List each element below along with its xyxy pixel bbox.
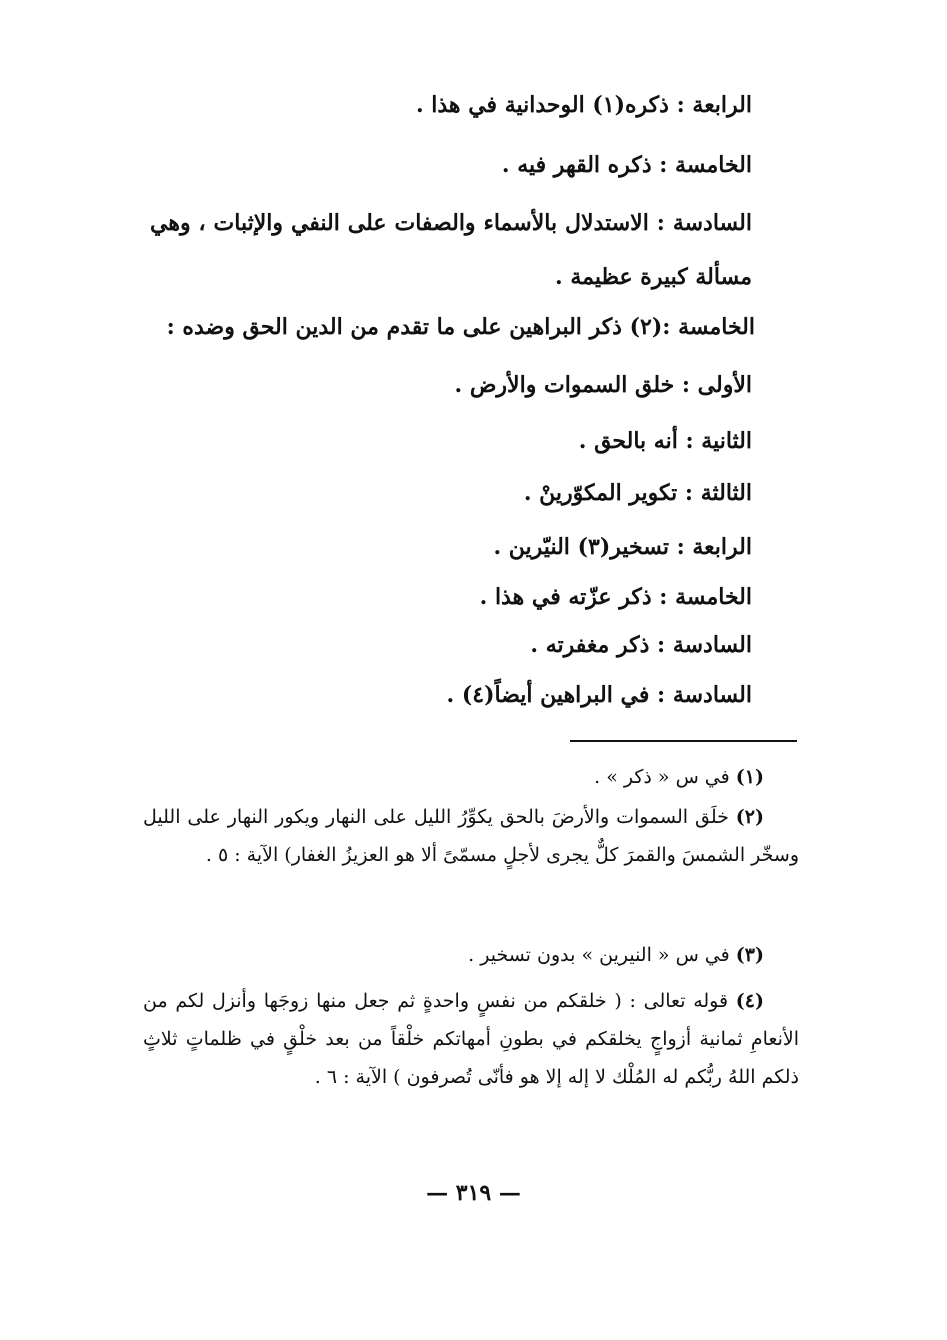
text-line: السادسة : في البراهين أيضاً(٤) . (446, 682, 752, 708)
footnote-number: (٢) (735, 806, 764, 828)
text-line: السادسة : الاستدلال بالأسماء والصفات على النفي والإثبات ، وهي مسألة كبيرة عظيمة . (150, 210, 752, 290)
text-line: السادسة : ذكر مغفرته . (530, 632, 752, 658)
text-line: الخامسة : ذكر عزّته في هذا . (479, 584, 752, 610)
footnote-text: في س « النيرين » بدون تسخير . (468, 944, 730, 966)
text-line: الرابعة : تسخير(٣) النيّرين . (493, 534, 752, 560)
text-line: الثانية : أنه بالحق . (578, 428, 752, 454)
footnote-2 (143, 798, 799, 874)
text-line: الثالثة : تكوير المكوّرينْ . (523, 480, 752, 506)
text-line: الخامسة :(٢) ذكر البراهين على ما تقدم من الدين الحق وضده : (166, 314, 755, 340)
footnote-text: قوله تعالى : ( خلقكم من نفسٍ واحدةٍ ثم جعل منها زوجَها وأنزل لكم من الأنعامِ ثمانية أزواجٍ يخلقكم في بطونِ أمهاتكم خلْقاً من بعد خلْقٍ في ظلماتٍ ثلاثٍ ذلكم اللهُ ربُّكم له المُلْك لا إله إلا هو فأنّى تُصرفون ) الآية : ٦ . (143, 990, 799, 1088)
page-number: — ٣١٩ — (426, 1180, 521, 1206)
text-line: الخامسة : ذكره القهر فيه . (501, 152, 752, 178)
footnote-1 (143, 758, 764, 796)
footnote-4 (143, 982, 799, 1096)
footnote-number: (١) (735, 766, 764, 788)
text-line: الرابعة : ذكره(١) الوحدانية في هذا . (415, 92, 752, 118)
footnote-number: (٣) (735, 944, 764, 966)
footnote-divider (570, 740, 797, 742)
footnote-text: خلَق السموات والأرضَ بالحق يكوِّرُ الليل على النهار ويكور النهار على الليل وسخّر الشمسَ والقمرَ كلٌّ يجرى لأجلٍ مسمّىً ألا هو العزيزُ الغفار) الآية : ٥ . (143, 806, 799, 866)
footnote-number: (٤) (735, 990, 765, 1012)
footnote-3 (143, 936, 764, 974)
footnote-text: في س « ذكر » . (594, 766, 730, 788)
text-line: الأولى : خلق السموات والأرض . (454, 372, 752, 398)
